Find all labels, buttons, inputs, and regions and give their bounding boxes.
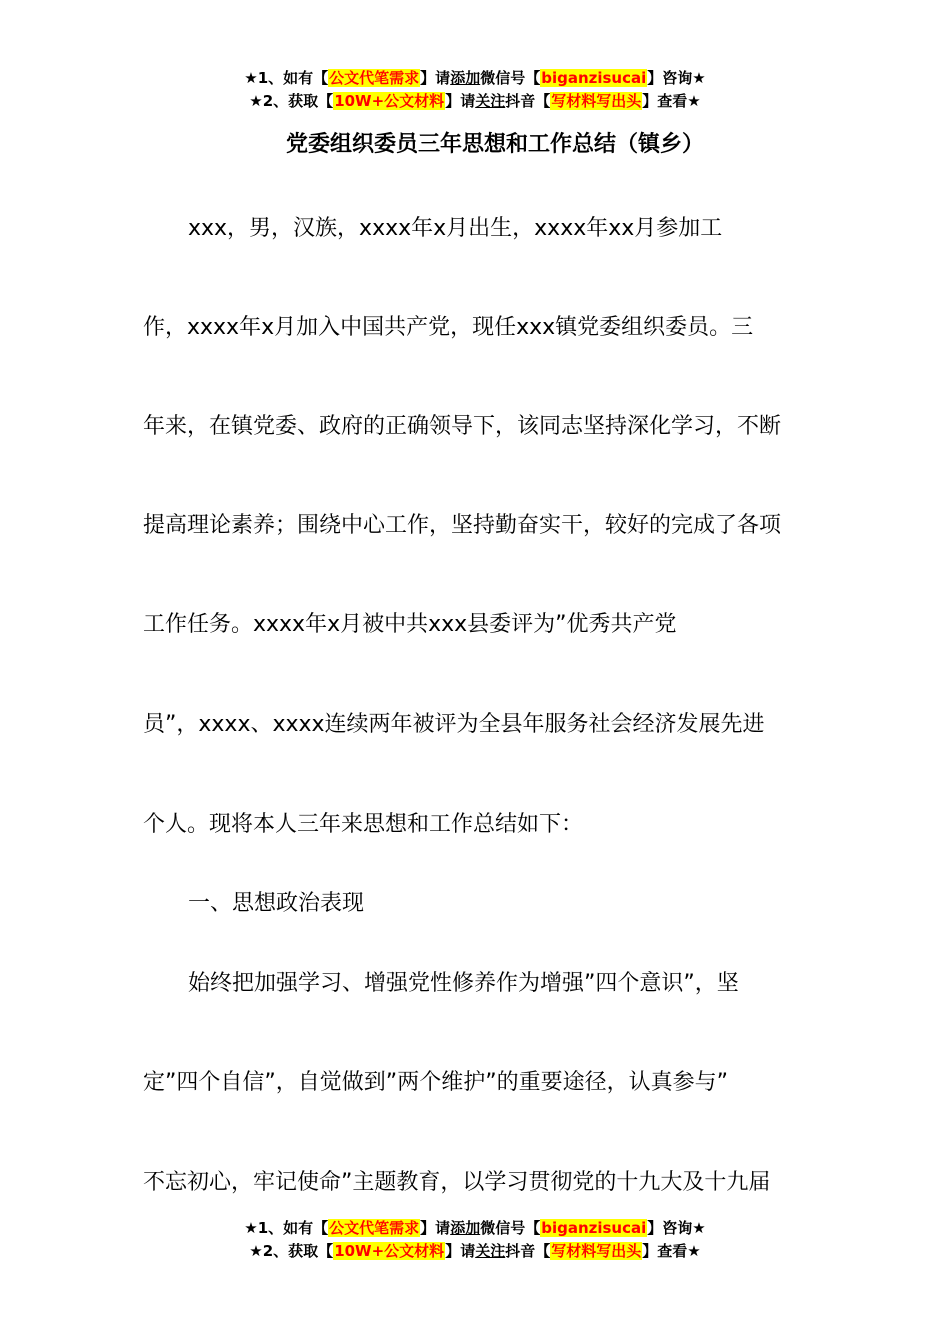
banner-text: 抖音【 bbox=[505, 1242, 551, 1260]
highlight-wechat-id: biganzisucai bbox=[541, 1219, 647, 1237]
banner-text: ★1、如有【 bbox=[244, 69, 329, 87]
banner-text: 】请 bbox=[445, 92, 476, 110]
underlined-follow: 关注 bbox=[475, 92, 506, 110]
body-line: 提高理论素养；围绕中心工作，坚持勤奋实干，较好的完成了各项 bbox=[143, 513, 782, 538]
banner-text: 抖音【 bbox=[505, 92, 551, 110]
underlined-follow: 关注 bbox=[475, 1242, 506, 1260]
highlight-wechat-id: biganzisucai bbox=[541, 69, 647, 87]
banner-line-2 bbox=[0, 90, 950, 113]
banner-text: ★2、获取【 bbox=[249, 1242, 334, 1260]
banner-text: 】请 bbox=[420, 69, 451, 87]
underlined-add: 添加 bbox=[450, 1219, 481, 1237]
footer-banner bbox=[0, 1217, 950, 1263]
highlight-douyin-account: 写材料写出头 bbox=[551, 92, 642, 110]
banner-text: 】咨询★ bbox=[647, 1219, 706, 1237]
banner-text: 】请 bbox=[420, 1219, 451, 1237]
highlight-ghostwriting: 公文代笔需求 bbox=[329, 1219, 420, 1237]
body-line: xxx，男，汉族，xxxx年x月出生，xxxx年xx月参加工 bbox=[188, 216, 723, 241]
highlight-materials: 10W+公文材料 bbox=[334, 1242, 445, 1260]
banner-text: 】查看★ bbox=[642, 92, 701, 110]
banner-text: 微信号【 bbox=[480, 69, 541, 87]
banner-text: 】请 bbox=[445, 1242, 476, 1260]
banner-line-1 bbox=[0, 1217, 950, 1240]
highlight-ghostwriting: 公文代笔需求 bbox=[329, 69, 420, 87]
highlight-douyin-account: 写材料写出头 bbox=[551, 1242, 642, 1260]
document-title: 党委组织委员三年思想和工作总结（镇乡） bbox=[285, 132, 704, 157]
body-line: 工作任务。xxxx年x月被中共xxx县委评为”优秀共产党 bbox=[143, 612, 677, 637]
banner-text: 】查看★ bbox=[642, 1242, 701, 1260]
body-line: 作，xxxx年x月加入中国共产党，现任xxx镇党委组织委员。三 bbox=[143, 315, 754, 340]
banner-line-2 bbox=[0, 1240, 950, 1263]
banner-line-1 bbox=[0, 67, 950, 90]
header-banner bbox=[0, 67, 950, 113]
body-line: 个人。现将本人三年来思想和工作总结如下： bbox=[143, 812, 584, 837]
banner-text: ★2、获取【 bbox=[249, 92, 334, 110]
body-line: 员”，xxxx、xxxx连续两年被评为全县年服务社会经济发展先进 bbox=[143, 712, 765, 737]
highlight-materials: 10W+公文材料 bbox=[334, 92, 445, 110]
underlined-add: 添加 bbox=[450, 69, 481, 87]
body-line: 不忘初心，牢记使命”主题教育，以学习贯彻党的十九大及十九届 bbox=[143, 1170, 771, 1195]
banner-text: 微信号【 bbox=[480, 1219, 541, 1237]
body-line: 年来，在镇党委、政府的正确领导下，该同志坚持深化学习，不断 bbox=[143, 414, 782, 439]
body-line: 始终把加强学习、增强党性修养作为增强”四个意识”，坚 bbox=[188, 971, 739, 996]
banner-text: 】咨询★ bbox=[647, 69, 706, 87]
section-heading: 一、思想政治表现 bbox=[188, 891, 365, 916]
body-line: 定”四个自信”，自觉做到”两个维护”的重要途径，认真参与” bbox=[143, 1070, 728, 1095]
banner-text: ★1、如有【 bbox=[244, 1219, 329, 1237]
